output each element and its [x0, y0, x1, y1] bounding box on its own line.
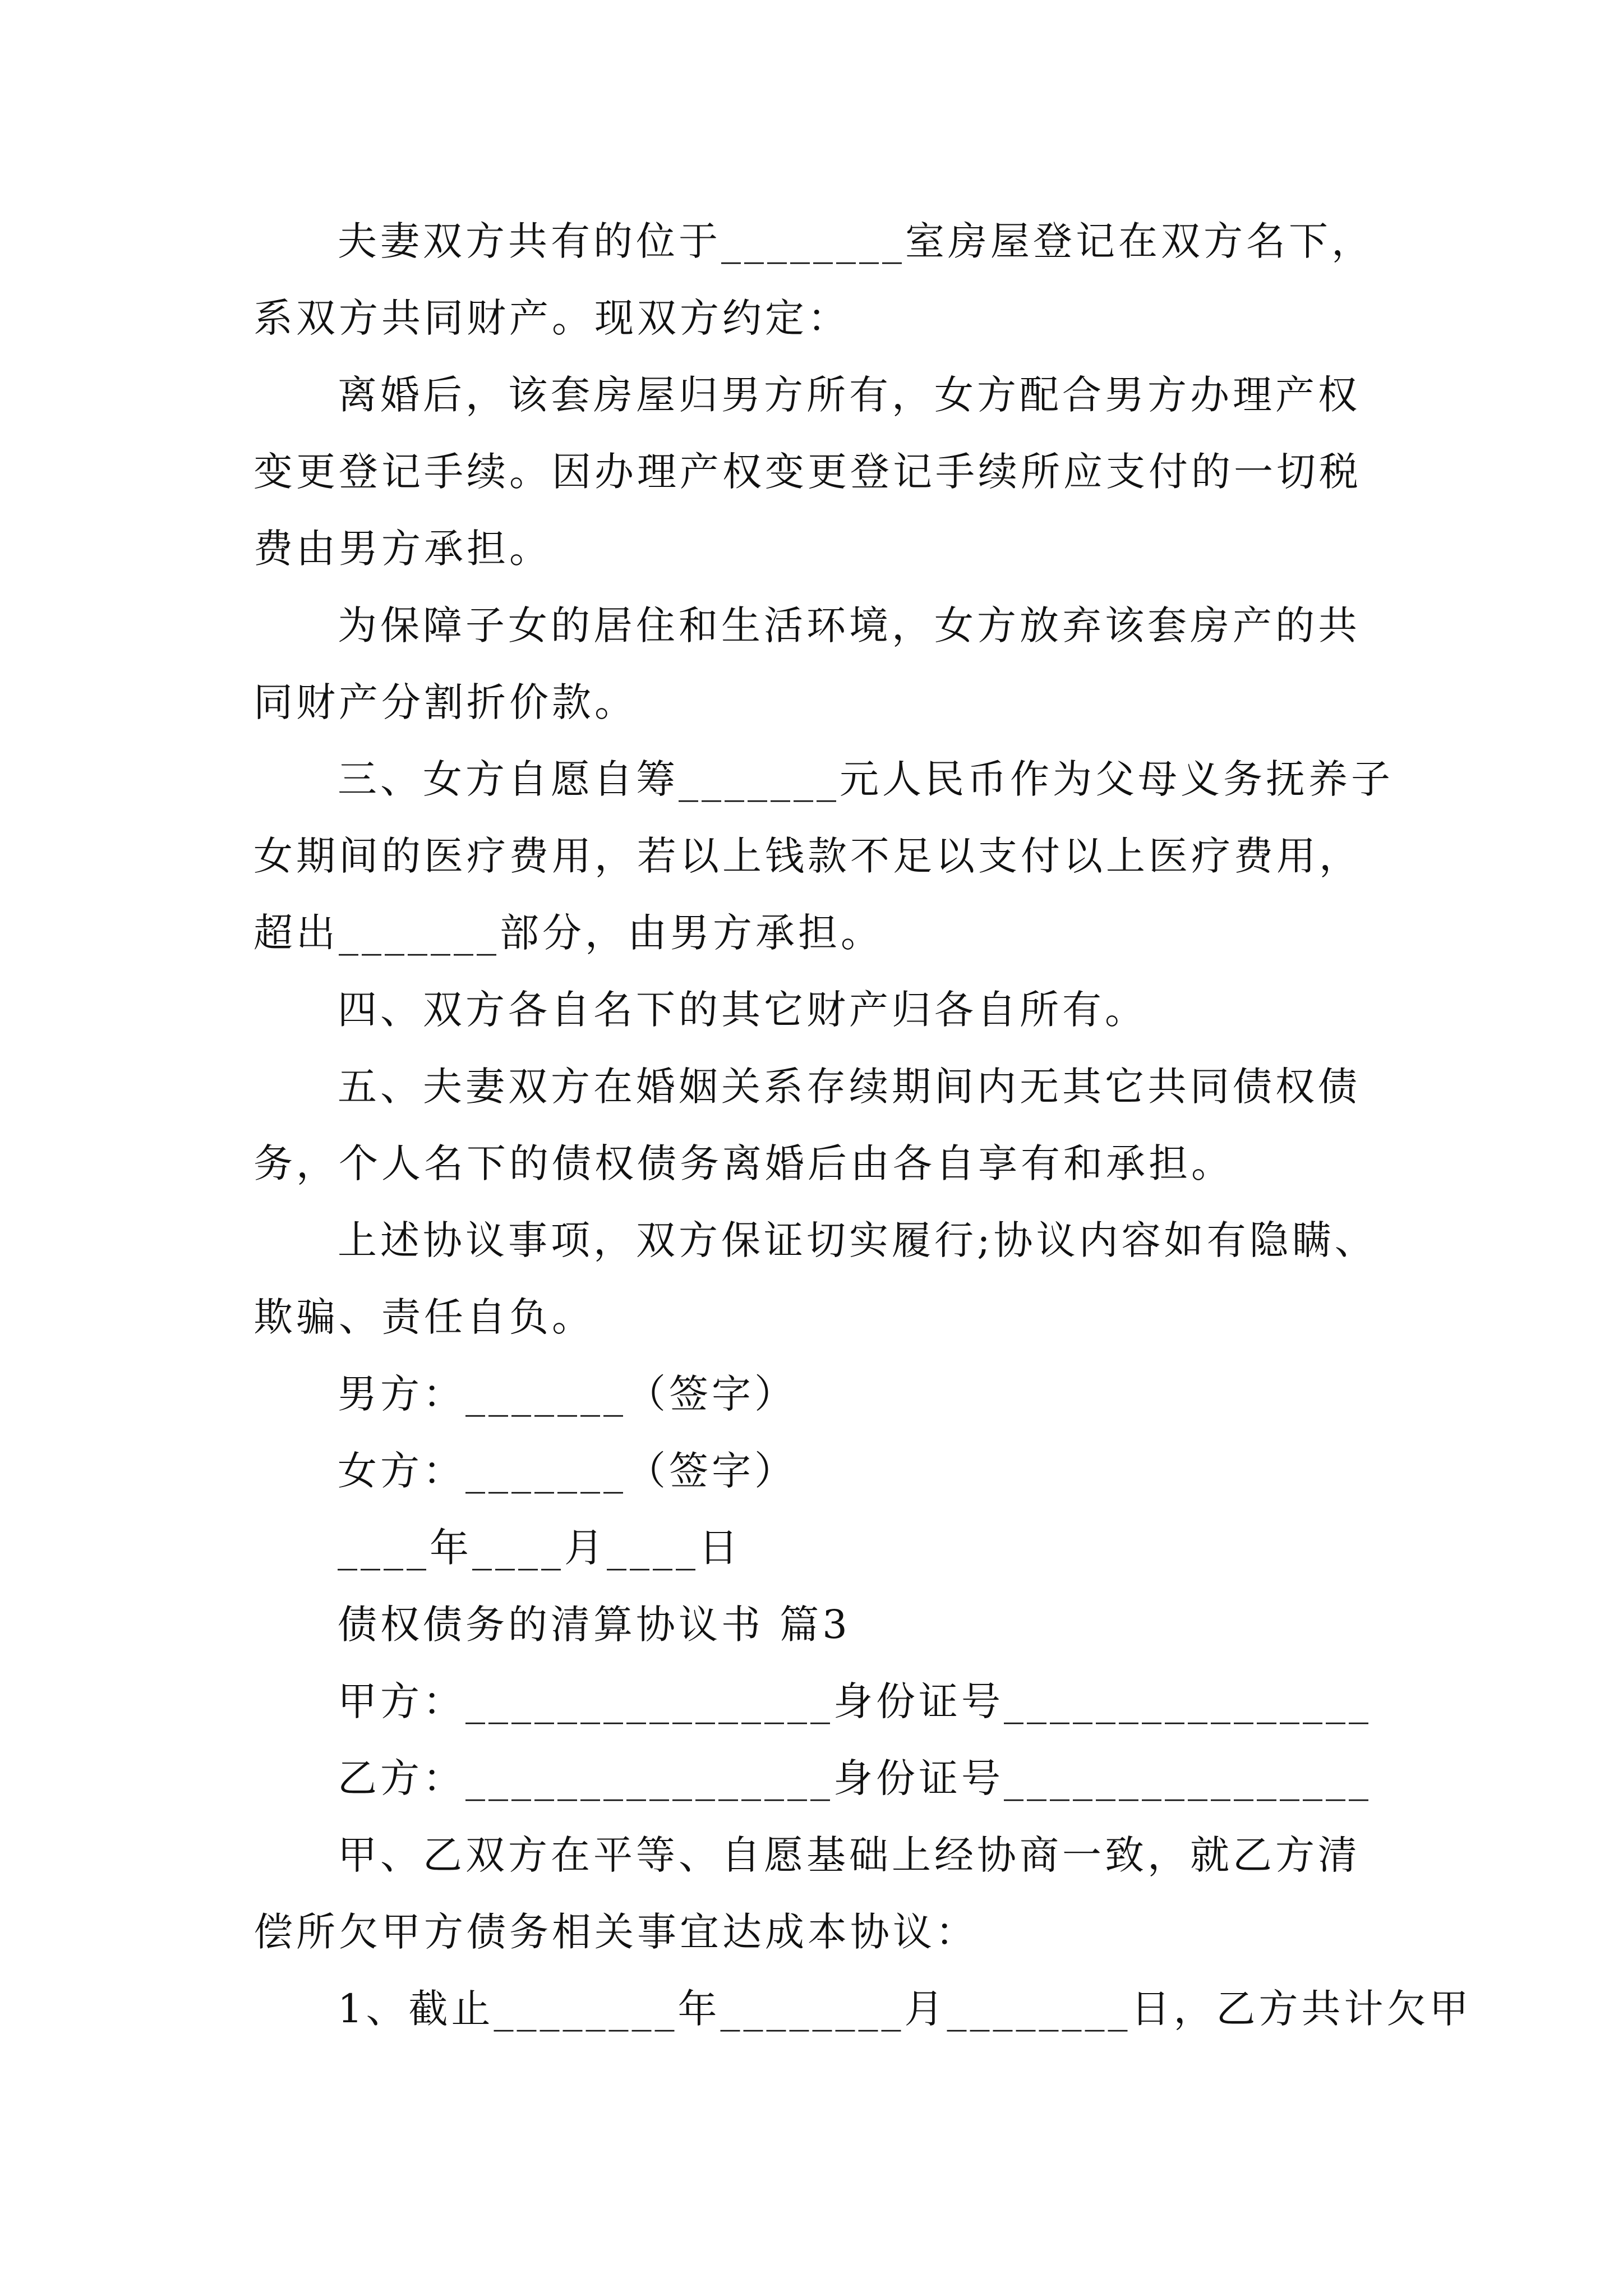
paragraph-line: 务，个人名下的债权债务离婚后由各自享有和承担。	[253, 1140, 1234, 1186]
paragraph-line: 上述协议事项，双方保证切实履行;协议内容如有隐瞒、	[338, 1217, 1377, 1263]
paragraph-line: 系双方共同财产。现双方约定：	[253, 295, 850, 341]
signature-line-male: 男方：_______（签字）	[338, 1371, 797, 1417]
paragraph-line: 1、截止________年________月________日，乙方共计欠甲	[338, 1986, 1472, 2032]
signature-line-female: 女方：_______（签字）	[338, 1448, 797, 1494]
paragraph-line: 离婚后，该套房屋归男方所有，女方配合男方办理产权	[338, 372, 1361, 418]
paragraph-line: 同财产分割折价款。	[253, 679, 637, 725]
paragraph-line: 夫妻双方共有的位于________室房屋登记在双方名下，	[338, 218, 1374, 264]
paragraph-line: 三、女方自愿自筹_______元人民币作为父母义务抚养子	[338, 756, 1394, 802]
paragraph-line: 超出_______部分，由男方承担。	[253, 910, 883, 956]
section-heading: 债权债务的清算协议书 篇3	[338, 1602, 851, 1648]
paragraph-line: 为保障子女的居住和生活环境，女方放弃该套房产的共	[338, 602, 1361, 648]
paragraph-line: 费由男方承担。	[253, 526, 552, 572]
paragraph-line: 女期间的医疗费用，若以上钱款不足以支付以上医疗费用，	[253, 833, 1362, 879]
paragraph-line: 变更登记手续。因办理产权变更登记手续所应支付的一切税	[253, 449, 1362, 495]
party-b-line: 乙方：________________身份证号________________	[338, 1755, 1372, 1801]
paragraph-line: 偿所欠甲方债务相关事宜达成本协议：	[253, 1909, 978, 1955]
paragraph-line: 五、夫妻双方在婚姻关系存续期间内无其它共同债权债	[338, 1064, 1361, 1110]
paragraph-line: 甲、乙双方在平等、自愿基础上经协商一致，就乙方清	[338, 1832, 1361, 1878]
party-a-line: 甲方：________________身份证号________________	[338, 1678, 1372, 1724]
date-line: ____年____月____日	[338, 1525, 741, 1571]
paragraph-line: 四、双方各自名下的其它财产归各自所有。	[338, 987, 1147, 1033]
paragraph-line: 欺骗、责任自负。	[253, 1294, 594, 1340]
